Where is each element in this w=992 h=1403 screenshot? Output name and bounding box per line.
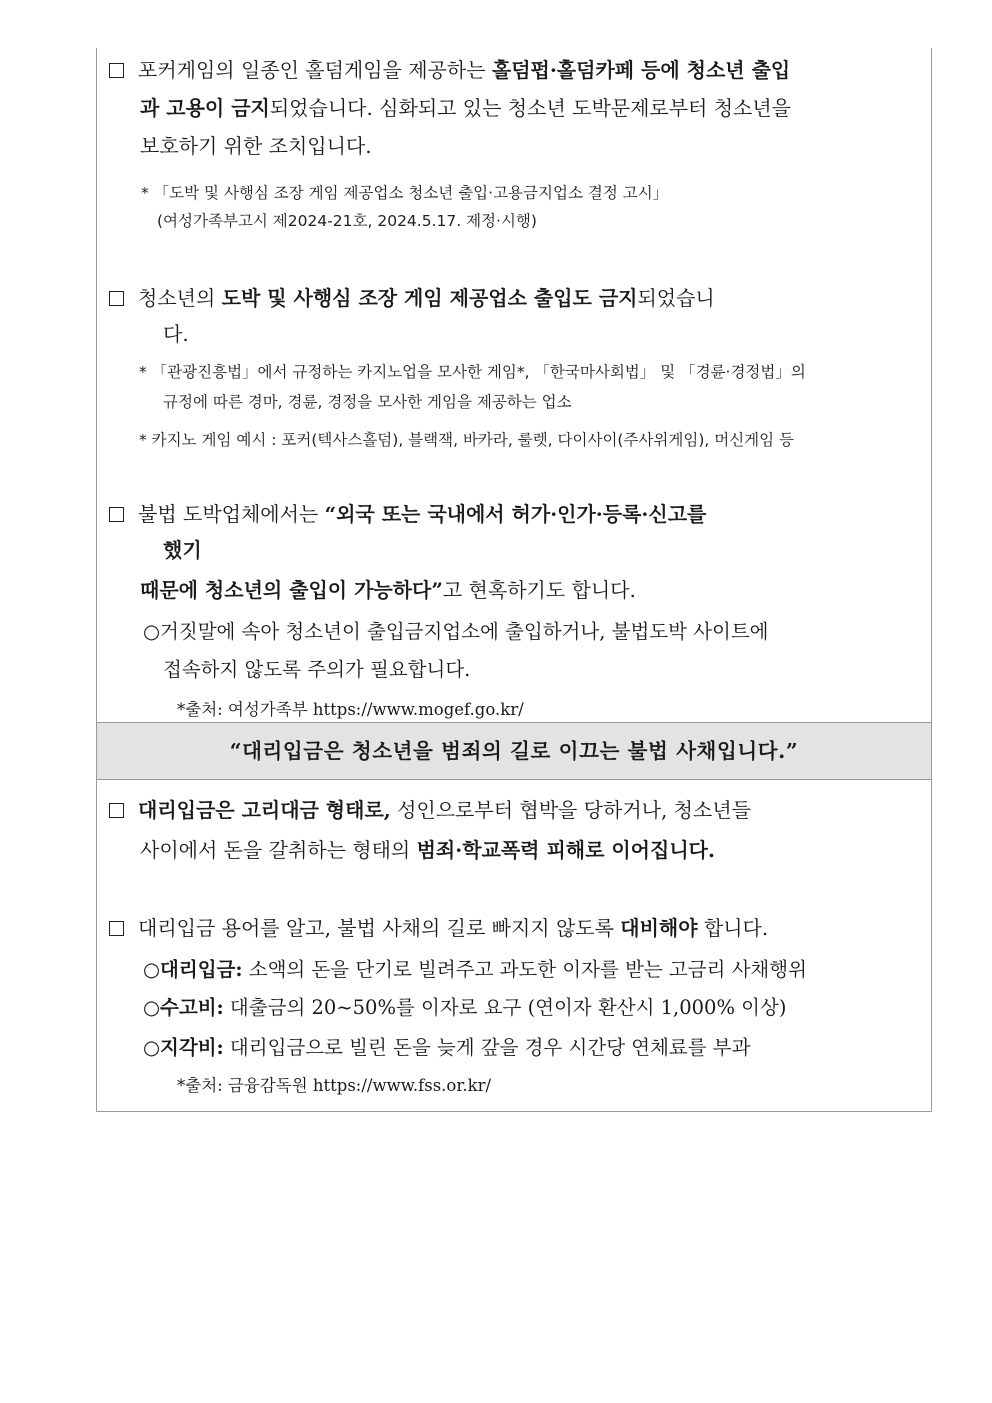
s3-bold-text: “외국 또는 국내에서 허가·인가·등록·신고를 [324, 502, 707, 526]
checkbox-square-icon [109, 803, 124, 818]
s2-text: 청소년의 [138, 286, 222, 310]
s1-line-1 [109, 56, 790, 84]
notice-box [96, 48, 932, 1112]
s5-text: 대리입금 용어를 알고, 불법 사채의 길로 빠지지 않도록 [138, 916, 621, 940]
s3-text-3: 고 현혹하기도 합니다. [442, 578, 636, 602]
term-label: ○지각비: [143, 1036, 224, 1059]
s1-bold-text: 홀덤펍·홀덤카페 등에 청소년 출입 [491, 58, 791, 82]
s1-line-3 [140, 132, 372, 160]
s2-note-3: * 카지노 게임 예시 : 포커(텍사스홀덤), 블랙잭, 바카라, 룰렛, 다이사이(주사위게임), 머신게임 등 [139, 431, 795, 449]
s4-bold-text: 대리입금은 고리대금 형태로, [138, 798, 391, 822]
banner-headline: “대리입금은 청소년을 범죄의 길로 이끄는 불법 사채입니다.” [97, 722, 931, 780]
s5-source: *출처: 금융감독원 https://www.fss.or.kr/ [177, 1076, 492, 1095]
s5-line-1 [109, 914, 768, 942]
s3-bullet-line-2: 접속하지 않도록 주의가 필요합니다. [163, 658, 471, 681]
s3-text: 불법 도박업체에서는 [138, 502, 325, 526]
s2-text-post: 되었습니 [637, 286, 715, 310]
s4-bold-text-2: 범죄·학교폭력 피해로 이어집니다. [416, 838, 715, 862]
s4-line-1 [109, 796, 751, 824]
s5-term-3 [143, 1034, 750, 1062]
term-definition: 소액의 돈을 단기로 빌려주고 과도한 이자를 받는 고금리 사채행위 [242, 958, 807, 981]
s4-text: 성인으로부터 협박을 당하거나, 청소년들 [390, 798, 751, 822]
checkbox-square-icon [109, 507, 124, 522]
term-label: ○수고비: [143, 996, 224, 1019]
s1-bold-text-2: 과 고용이 금지 [140, 96, 270, 120]
s1-note-1: * 「도박 및 사행심 조장 게임 제공업소 청소년 출입·고용금지업소 결정 고시」 [141, 184, 669, 202]
s1-text-3: 보호하기 위한 조치입니다. [140, 134, 372, 158]
s5-term-1 [143, 956, 807, 984]
checkbox-square-icon [109, 63, 124, 78]
s5-text-post: 합니다. [697, 916, 769, 940]
checkbox-square-icon [109, 291, 124, 306]
s1-line-2 [140, 94, 791, 122]
s1-note-2: (여성가족부고시 제2024-21호, 2024.5.17. 제정·시행) [157, 212, 537, 230]
s3-bullet-line-1: ○거짓말에 속아 청소년이 출입금지업소에 출입하거나, 불법도박 사이트에 [143, 620, 769, 643]
s3-line-1 [109, 500, 706, 528]
s5-term-2 [143, 994, 786, 1022]
s2-note-2: 규정에 따른 경마, 경륜, 경정을 모사한 게임을 제공하는 업소 [163, 393, 572, 411]
s2-bold-text: 도박 및 사행심 조장 게임 제공업소 출입도 금지 [221, 286, 638, 310]
s4-text-2: 사이에서 돈을 갈취하는 형태의 [140, 838, 417, 862]
s3-line-2 [163, 536, 202, 564]
s1-text: 포커게임의 일종인 홀덤게임을 제공하는 [138, 58, 492, 82]
term-label: ○대리입금: [143, 958, 243, 981]
s3-bold-text-3: 때문에 청소년의 출입이 가능하다” [140, 578, 443, 602]
s3-line-3 [140, 576, 636, 604]
s3-source: *출처: 여성가족부 https://www.mogef.go.kr/ [177, 700, 524, 719]
s2-line-1 [109, 284, 715, 312]
s1-text-2: 되었습니다. 심화되고 있는 청소년 도박문제로부터 청소년을 [269, 96, 792, 120]
s2-line-2 [163, 320, 189, 348]
term-definition: 대출금의 20~50%를 이자로 요구 (연이자 환산시 1,000% 이상) [223, 996, 787, 1019]
checkbox-square-icon [109, 921, 124, 936]
s2-text-2: 다. [163, 322, 189, 346]
s5-bold-text: 대비해야 [620, 916, 698, 940]
s2-note-1: * 「관광진흥법」에서 규정하는 카지노업을 모사한 게임*, 「한국마사회법」 및 「경륜·경정법」의 [139, 363, 806, 381]
term-definition: 대리입금으로 빌린 돈을 늦게 갚을 경우 시간당 연체료를 부과 [223, 1036, 751, 1059]
s3-bold-text-2: 했기 [163, 538, 202, 562]
s4-line-2 [140, 836, 715, 864]
